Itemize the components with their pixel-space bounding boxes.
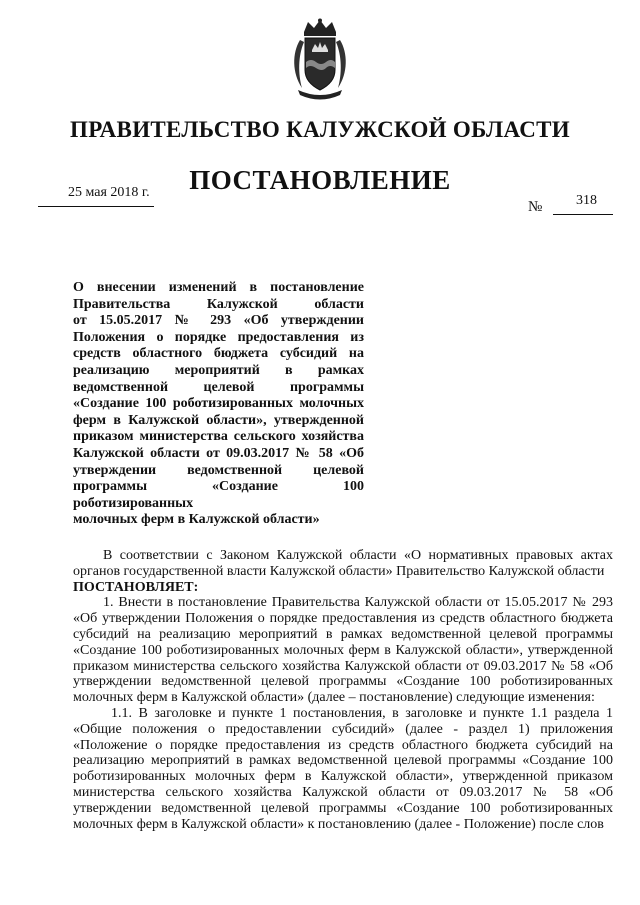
subject-line: ферм в Калужской области», утвержденной [73,412,364,428]
item-1-paragraph: 1. Внести в постановление Правительства Калужской области от 15.05.2017 № 293 «Об утверждении Положения о порядке предоставления из средств областного бюджета субсидий на реализацию мероприятий в рамках ведомственной целевой программы «Создание 100 роботизированных молочных ферм в Калужской области», утвержденной приказом министерства сельского хозяйства Калужской области от 09.03.2017 № 58 «Об утверждении ведомственной целевой программы «Создание 100 роботизированных молочных ферм в Калужской области» (далее – постановление) следующие изменения: [73,595,613,706]
subject-line: О внесении изменений в постановление [73,280,364,295]
document-date: 25 мая 2018 г. [68,185,150,200]
document-type: ПОСТАНОВЛЕНИЕ [189,165,451,195]
number-underline [553,214,613,215]
document-subject [73,280,364,529]
subject-line: Положения о порядке предоставления из [73,329,364,345]
subject-line: реализацию мероприятий в рамках [73,362,364,378]
subject-line: молочных ферм в Калужской области» [73,512,320,528]
subject-line: утверждении ведомственной целевой [73,462,364,478]
number-label: № [528,199,543,215]
decree-word: ПОСТАНОВЛЯЕТ: [73,579,199,595]
subject-line: приказом министерства сельского хозяйства [73,429,364,445]
document-number: 318 [576,193,597,208]
item-1-1-paragraph: 1.1. В заголовке и пункте 1 постановления, в заголовке и пункте 1.1 раздела 1 «Общие положения о предоставлении субсидий» (далее - раздел 1) приложения «Положение о порядке предоставления из средств областного бюджета субсидий на реализацию мероприятий в рамках ведомственной целевой программы «Создание 100 роботизированных молочных ферм в Калужской области», утвержденной приказом министерства сельского хозяйства Калужской области от 09.03.2017 № 58 «Об утверждении ведомственной целевой программы «Создание 100 роботизированных молочных ферм в Калужской области» к постановлению (далее - Положение) после слов [73,705,613,832]
subject-line: «Создание 100 роботизированных молочных [73,396,364,412]
subject-line: программы «Создание 100 роботизированных [73,479,364,511]
preamble-paragraph: В соответствии с Законом Калужской области «О нормативных правовых актах органов государственной власти Калужской области» Правительство Калужской области [73,548,613,579]
subject-line: Правительства Калужской области [73,296,364,312]
subject-line: Калужской области от 09.03.2017 № 58 «Об [73,445,364,461]
subject-line: средств областного бюджета субсидий на [73,346,364,362]
date-underline [38,206,154,207]
document-body [73,548,613,832]
subject-line: ведомственной целевой программы [73,379,364,395]
government-title: ПРАВИТЕЛЬСТВО КАЛУЖСКОЙ ОБЛАСТИ [70,117,570,142]
subject-line: от 15.05.2017 № 293 «Об утверждении [73,313,364,329]
coat-of-arms-icon [290,18,350,100]
